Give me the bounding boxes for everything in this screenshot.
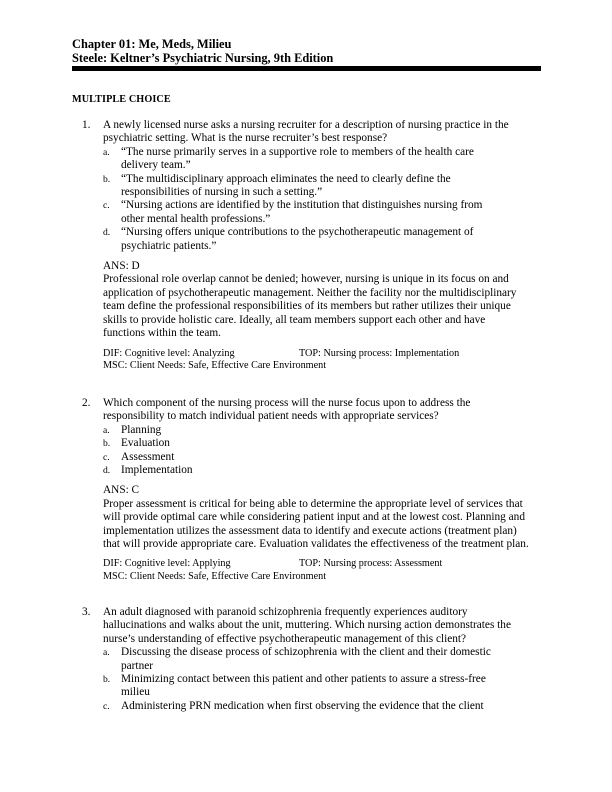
option-letter: a. <box>103 424 110 436</box>
option-line: “The multidisciplinary approach eliminates the need to clearly define the <box>121 172 451 185</box>
option-letter: a. <box>103 146 110 158</box>
option-letter: b. <box>103 173 111 185</box>
option-letter: b. <box>103 674 111 686</box>
option-c <box>103 199 542 226</box>
chapter-title: Chapter 01: Me, Meds, Milieu <box>72 37 232 51</box>
option-line: Administering PRN medication when first observing the evidence that the client <box>121 699 484 712</box>
client-needs: MSC: Client Needs: Safe, Effective Care Environment <box>103 571 327 583</box>
option-line: Minimizing contact between this patient and other patients to assure a stress-free <box>121 673 486 686</box>
option-c <box>103 451 542 464</box>
difficulty-level: DIF: Cognitive level: Applying <box>103 558 231 570</box>
option-line: “The nurse primarily serves in a supportive role to members of the health care <box>121 145 474 158</box>
rationale <box>103 498 542 552</box>
topic: TOP: Nursing process: Assessment <box>299 558 443 570</box>
stem-line: An adult diagnosed with paranoid schizophrenia frequently experiences auditory <box>103 606 468 618</box>
stem-line: responsibility to match individual patient needs with appropriate services? <box>103 410 439 423</box>
rationale-line: implementation utilizes the assessment data to identify and execute actions (treatment plan) <box>103 524 517 537</box>
option-letter: d. <box>103 227 111 239</box>
option-line: delivery team.” <box>121 159 191 172</box>
stem-line: psychiatric setting. What is the nurse recruiter’s best response? <box>103 132 388 145</box>
rationale-line: skills to provide holistic care. Ideally, all team members support each other and have <box>103 313 486 326</box>
rationale-line: team define the professional responsibilities of its members but rather utilizes their unique <box>103 300 511 313</box>
option-line: psychiatric patients.” <box>121 239 217 252</box>
client-needs: MSC: Client Needs: Safe, Effective Care Environment <box>103 360 327 372</box>
rationale <box>103 273 542 340</box>
option-b <box>103 173 542 200</box>
difficulty-level: DIF: Cognitive level: Analyzing <box>103 347 235 359</box>
option-letter: c. <box>103 451 110 463</box>
option-letter: c. <box>103 200 110 212</box>
question-stem <box>103 119 542 146</box>
stem-line: Which component of the nursing process will the nurse focus upon to address the <box>103 397 471 409</box>
question-stem <box>103 397 542 424</box>
option-line: partner <box>121 659 153 672</box>
section-title: MULTIPLE CHOICE <box>72 94 171 105</box>
rationale-line: Professional role overlap cannot be denied; however, nursing is unique in its focus on and <box>103 273 509 286</box>
book-title: Steele: Keltner’s Psychiatric Nursing, 9th Edition <box>72 51 334 66</box>
rationale-line: will provide optimal care while considering patient input and at the lowest cost. Planning and <box>103 511 525 524</box>
option-d <box>103 464 542 477</box>
option-a <box>103 424 542 437</box>
option-letter: c. <box>103 700 110 712</box>
answer-key: ANS: D <box>103 260 140 273</box>
question-2 <box>82 397 542 584</box>
rationale-line: Proper assessment is critical for being able to determine the appropriate level of services that <box>103 497 523 510</box>
question-3 <box>82 606 542 713</box>
header-rule <box>72 66 541 71</box>
option-line: Planning <box>121 423 162 436</box>
stem-line: nurse’s understanding of effective psychotherapeutic management of this client? <box>103 632 467 645</box>
question-metadata <box>103 558 542 583</box>
option-letter: a. <box>103 647 110 659</box>
rationale-line: application of psychotherapeutic management. Neither the facility nor the multidisciplinary <box>103 286 517 299</box>
option-letter: b. <box>103 438 111 450</box>
stem-line: hallucinations and walks about the unit, muttering. Which nursing action demonstrates the <box>103 619 511 632</box>
question-1 <box>82 119 542 373</box>
option-line: milieu <box>121 686 150 699</box>
option-line: Assessment <box>121 450 175 463</box>
option-line: responsibilities of nursing in such a setting.” <box>121 186 323 199</box>
rationale-line: functions within the team. <box>103 327 221 340</box>
option-letter: d. <box>103 465 111 477</box>
option-b <box>103 437 542 450</box>
question-number: 1. <box>82 119 91 131</box>
answer-key: ANS: C <box>103 484 140 497</box>
question-stem <box>103 606 542 646</box>
page-header <box>72 37 542 65</box>
topic: TOP: Nursing process: Implementation <box>299 347 460 359</box>
option-c <box>103 700 542 713</box>
option-line: “Nursing actions are identified by the institution that distinguishes nursing from <box>121 199 483 212</box>
option-d <box>103 226 542 253</box>
question-metadata <box>103 348 542 373</box>
option-line: Evaluation <box>121 437 170 450</box>
option-line: Discussing the disease process of schizophrenia with the client and their domestic <box>121 646 491 659</box>
stem-line: A newly licensed nurse asks a nursing recruiter for a description of nursing practice in the <box>103 119 509 131</box>
option-b <box>103 673 542 700</box>
question-number: 3. <box>82 606 91 618</box>
option-line: Implementation <box>121 464 193 477</box>
question-number: 2. <box>82 397 91 409</box>
option-a <box>103 146 542 173</box>
option-a <box>103 646 542 673</box>
rationale-line: that will provide appropriate care. Evaluation validates the effectiveness of the treatment plan. <box>103 538 529 551</box>
option-line: other mental health professions.” <box>121 212 271 225</box>
option-line: “Nursing offers unique contributions to the psychotherapeutic management of <box>121 226 474 239</box>
